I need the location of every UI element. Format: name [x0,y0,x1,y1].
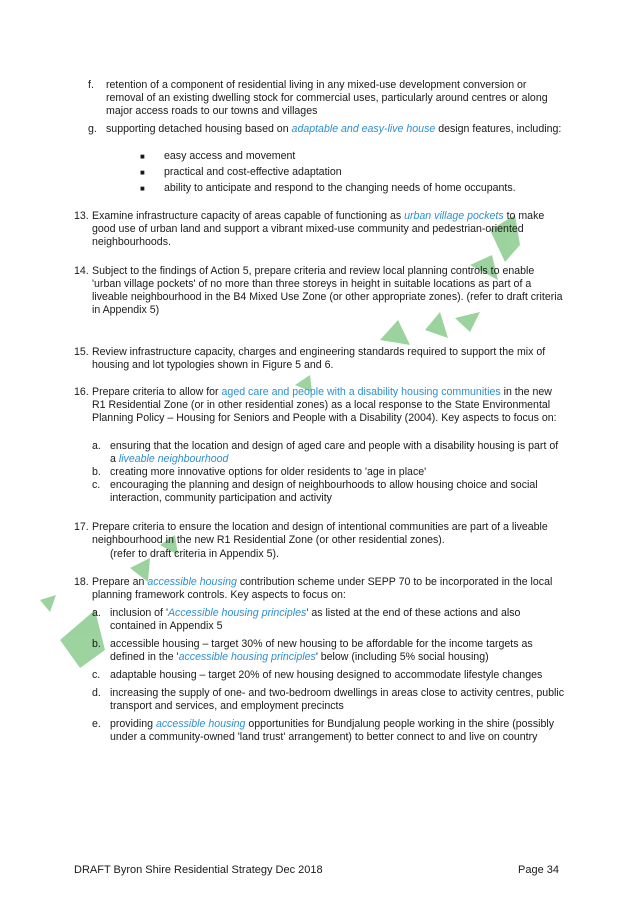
action-17-note: (refer to draft criteria in Appendix 5). [110,548,279,560]
aged-care-housing-link[interactable]: aged care and people with a disability housing communities [221,386,501,398]
sub-text [110,718,566,744]
action-text: Subject to the findings of Action 5, prepare criteria and review local planning controls to enable 'urban village pockets' of no more than three storeys in height in suitable locations as part of a liveable neighbourhood in the B4 Mixed Use Zone (or other appropriate zones). (refer to draft criteria in Appendix 5) [92,265,563,316]
sub-label: b. [92,638,101,650]
item-label: g. [88,123,97,135]
action-15 [74,346,566,372]
action-18-sublist [92,607,566,744]
action-number: 15. [74,346,89,358]
sub-item-c [92,479,566,505]
item-text [106,123,566,136]
text-pre: ensuring that the location and design of aged care and people with a disability housing is part of a [110,440,559,465]
liveable-neighbourhood-link[interactable]: liveable neighbourhood [118,453,229,465]
text-pre: Prepare an [92,576,148,588]
g-bullet-list [106,150,566,195]
item-text: retention of a component of residential living in any mixed-use development conversion or removal of an existing dwelling stock for commercial uses, particularly around centres or along major access roads to our towns and villages [106,79,548,117]
sub-text: creating more innovative options for older residents to 'age in place' [110,466,427,478]
sub-label: c. [92,479,101,491]
text-post: in the new R1 Residential Zone (or in other residential zones) as a local response to the State Environmental Planning Policy – Housing for Seniors and People with a Disability (2004). Key aspects to focus on: [92,386,557,424]
action-13 [74,210,566,249]
action-text [92,210,566,249]
text-post: ' below (including 5% social housing) [315,651,489,663]
sub-item-b [92,638,566,664]
sub-text: encouraging the planning and design of neighbourhoods to allow housing choice and social interaction, community participation and activity [110,479,538,504]
bullet-text: easy access and movement [164,150,296,162]
urban-village-pockets-link[interactable]: urban village pockets [404,210,504,222]
action-16 [74,386,566,425]
action-14 [74,265,566,317]
action-text [92,386,566,425]
action-text [92,576,566,602]
sub-item-d [92,687,566,713]
text-pre: Examine infrastructure capacity of areas capable of functioning as [92,210,405,222]
action-number: 17. [74,521,89,533]
accessible-housing-link[interactable]: accessible housing [147,576,237,588]
watermark-stroke-3 [380,320,410,345]
action-16-sublist [92,440,566,505]
accessible-housing-principles-link[interactable]: Accessible housing principles [167,607,307,619]
sub-item-c [92,669,566,682]
action-17 [74,521,566,547]
text-post: opportunities for Bundjalung people working in the shire (possibly under a community-owned 'land trust' arrangement) to better connect to and live on country [110,718,555,743]
bullet-item [140,182,566,195]
bullet-item [140,166,566,179]
watermark-stroke-10 [40,595,56,612]
action-number: 18. [74,576,89,588]
sub-item-a [92,440,566,466]
sub-text [110,638,566,664]
text-pre: supporting detached housing based on [106,123,292,135]
footer-title: DRAFT Byron Shire Residential Strategy Dec 2018 [74,864,323,876]
text-post: ' as listed at the end of these actions and also contained in Appendix 5 [110,607,521,632]
text-post: to make good use of urban land and support a vibrant mixed-use community and pedestrian-oriented neighbourhoods. [92,210,545,248]
accessible-housing-link[interactable]: accessible housing [155,718,246,730]
action-number: 16. [74,386,89,398]
text-post: design features, including: [435,123,562,135]
text-post: contribution scheme under SEPP 70 to be incorporated in the local planning framework controls. Key aspects to focus on: [92,576,553,601]
sub-label: b. [92,466,101,478]
sub-item-e [92,718,566,744]
sub-text: increasing the supply of one- and two-bedroom dwellings in areas close to activity centres, public transport and services, and employment precincts [110,687,565,712]
bullet-text: practical and cost-effective adaptation [164,166,342,178]
list-item-f [88,79,566,118]
sub-item-a [92,607,566,633]
bullet-item [140,150,566,163]
sub-item-b [92,466,566,479]
sub-text [110,607,566,633]
page-number: Page 34 [518,864,559,876]
accessible-housing-principles-link[interactable]: accessible housing principles [178,651,316,663]
action-18 [74,576,566,602]
sub-label: a. [92,440,101,452]
item-label: f. [88,79,94,91]
bullet-icon: ■ [140,184,145,193]
action-number: 13. [74,210,89,222]
sub-label: c. [92,669,101,681]
bullet-text: ability to anticipate and respond to the changing needs of home occupants. [164,182,516,194]
bullet-icon: ■ [140,168,145,177]
action-text: Prepare criteria to ensure the location and design of intentional communities are part of a liveable neighbourhood in the new R1 Residential Zone (or other residential zones). [92,521,548,546]
action-number: 14. [74,265,89,277]
list-item-g [88,123,566,136]
sub-label: e. [92,718,101,730]
sub-label: d. [92,687,101,699]
text-pre: providing [110,718,156,730]
sub-text [110,440,566,466]
text-pre: accessible housing – target 30% of new housing to be affordable for the income targets as defined in the ' [110,638,533,663]
action-text: Review infrastructure capacity, charges and engineering standards required to support the mix of housing and lot typologies shown in Figure 5 and 6. [92,346,546,371]
sub-text: adaptable housing – target 20% of new housing designed to accommodate lifestyle changes [110,669,543,681]
adaptable-house-link[interactable]: adaptable and easy-live house [291,123,436,135]
text-pre: Prepare criteria to allow for [92,386,222,398]
bullet-icon: ■ [140,152,145,161]
text-pre: inclusion of ' [110,607,168,619]
sub-label: a. [92,607,101,619]
